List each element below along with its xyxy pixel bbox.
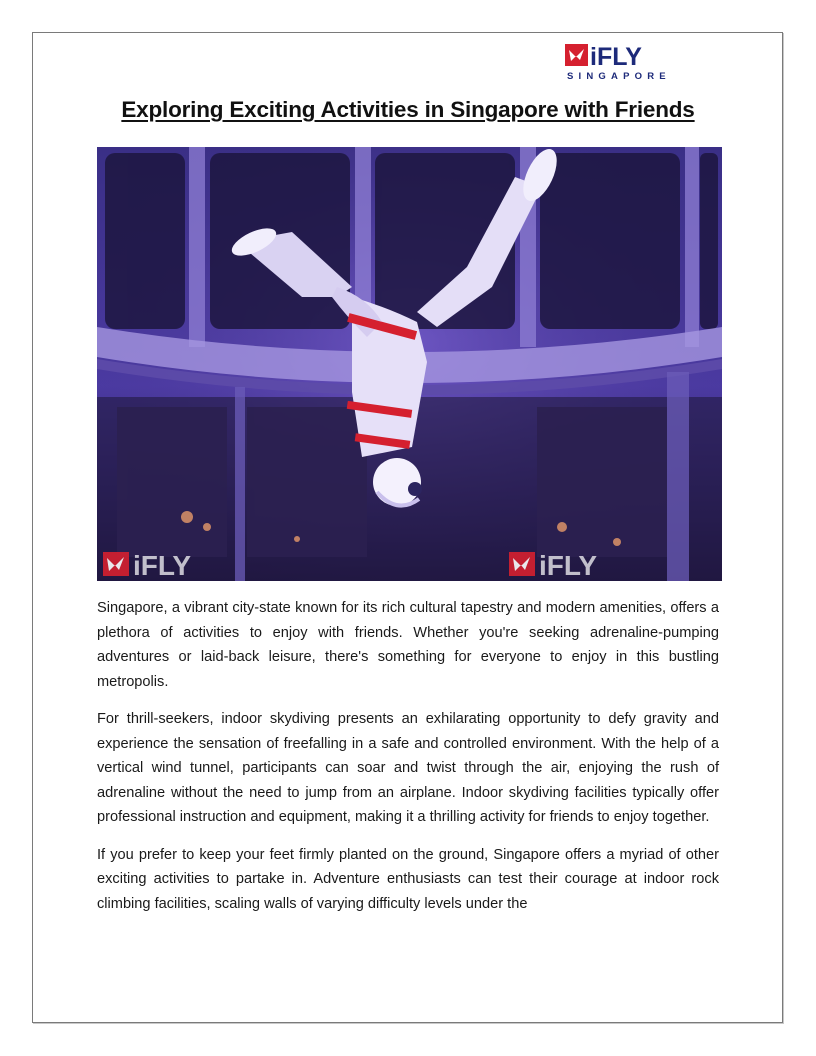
logo-brand-text: iFLY bbox=[590, 43, 642, 71]
paragraph: For thrill-seekers, indoor skydiving presents an exhilarating opportunity to defy gravity and experience the sensation of freefalling in a safe and controlled environment. With the help of a vertical wind tunnel, participants can soar and twist through the air, enjoying the rush of adrenaline without the need to jump from an airplane. Indoor skydiving facilities typically offer professional instruction and equipment, making it a thrilling activity for friends to enjoy together. bbox=[97, 711, 719, 825]
page-title: Exploring Exciting Activities in Singapore with Friends bbox=[121, 97, 695, 122]
photo-watermark-right: iFLY bbox=[539, 550, 598, 581]
photo-watermark-left: iFLY bbox=[133, 550, 192, 581]
paragraph: If you prefer to keep your feet firmly planted on the ground, Singapore offers a myriad of other exciting activities to partake in. Adventure enthusiasts can test their courage at indoor rock climbing facilities, scaling walls of varying difficulty levels under the bbox=[97, 846, 719, 912]
logo-sub-text: SINGAPORE bbox=[567, 71, 671, 82]
indoor-skydiving-photo bbox=[97, 147, 722, 581]
ifly-singapore-logo bbox=[565, 42, 695, 82]
paragraph: Singapore, a vibrant city-state known for its rich cultural tapestry and modern amenities, offers a plethora of activities to enjoy with friends. Whether you're seeking adrenaline-pumping adventures or laid-back leisure, there's something for everyone to enjoy in this bustling metropolis. bbox=[97, 600, 719, 690]
article-body bbox=[97, 596, 719, 929]
